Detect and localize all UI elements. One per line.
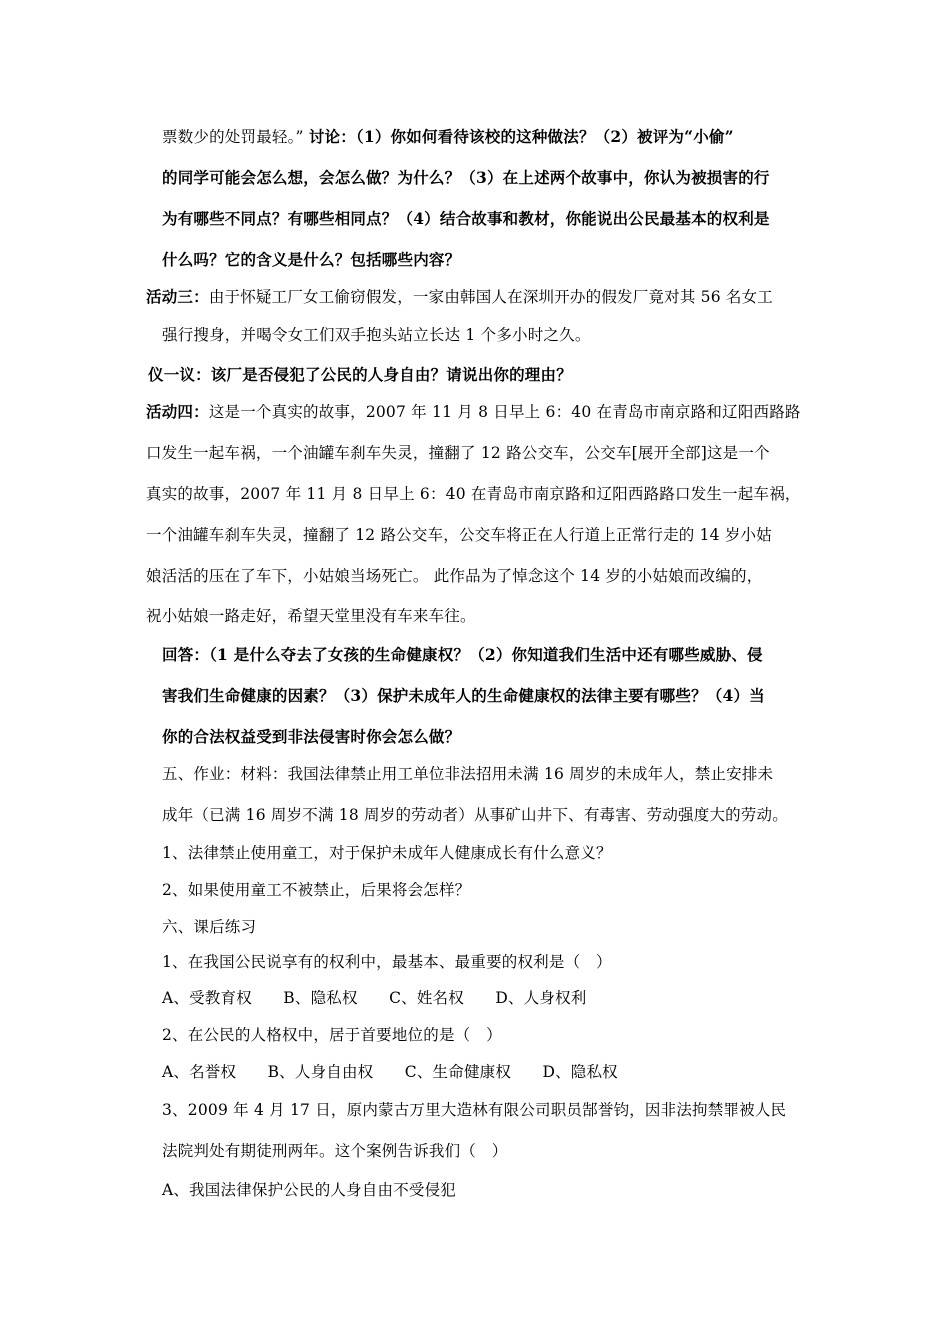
discussion-prompt: 回答：（1 是什么夺去了女孩的生命健康权？（2）你知道我们生活中还有哪些威胁、侵: [162, 645, 763, 664]
activity-label: 活动三：: [146, 287, 209, 306]
section-heading: 五、作业：材料：我国法律禁止用工单位非法招用未满 16 周岁的未成年人，禁止安排未: [162, 765, 774, 783]
question: 2、在公民的人格权中，居于首要地位的是（ ）: [162, 1026, 502, 1044]
text-run: 由于怀疑工厂女工偷窃假发，一家由韩国人在深圳开办的假发厂竟对其 56 名女工: [208, 288, 773, 306]
discussion-prompt: 仪一议：该厂是否侵犯了公民的人身自由？请说出你的理由？: [148, 365, 572, 384]
text-line: 成年（已满 16 周岁不满 18 周岁的劳动者）从事矿山井下、有毒害、劳动强度大的劳动。: [162, 806, 788, 824]
text-line: 真实的故事，2007 年 11 月 8 日早上 6：40 在青岛市南京路和辽阳西路路口发生一起车祸，: [146, 485, 801, 503]
discussion-prompt: 你的合法权益受到非法侵害时你会怎么做？: [162, 727, 461, 746]
question: 3、2009 年 4 月 17 日，原内蒙古万里大造林有限公司职员郜誉钧，因非法拘禁罪被人民: [162, 1101, 787, 1119]
text-line: 祝小姑娘一路走好，希望天堂里没有车来车往。: [146, 607, 476, 625]
discussion-prompt: 讨论：（1）你如何看待该校的这种做法？（2）被评为“小偷”: [308, 127, 734, 146]
text-line: 1、法律禁止使用童工，对于保护未成年人健康成长有什么意义？: [162, 844, 612, 862]
text-line: 口发生一起车祸，一个油罐车刹车失灵，撞翻了 12 路公交车，公交车[展开全部]这是一个: [146, 444, 770, 462]
text-run: 这是一个真实的故事，2007 年 11 月 8 日早上 6：40 在青岛市南京路和辽阳西路路: [208, 403, 801, 421]
answer-options: A、名誉权 B、人身自由权 C、生命健康权 D、隐私权: [162, 1063, 618, 1081]
discussion-prompt: 害我们生命健康的因素？（3）保护未成年人的生命健康权的法律主要有哪些？（4）当: [162, 686, 765, 705]
discussion-prompt: 什么吗？它的含义是什么？包括哪些内容？: [162, 250, 461, 269]
section-heading: 六、课后练习: [162, 918, 257, 936]
text-line: [146, 402, 801, 422]
text-line: 法院判处有期徒刑两年。这个案例告诉我们（ ）: [162, 1142, 508, 1160]
text-line: 一个油罐车刹车失灵，撞翻了 12 路公交车，公交车将正在人行道上正常行走的 14 岁小姑: [146, 526, 772, 544]
answer-options: A、受教育权 B、隐私权 C、姓名权 D、人身权利: [162, 989, 587, 1007]
text-line: [162, 127, 734, 147]
text-line: 2、如果使用童工不被禁止，后果将会怎样？: [162, 881, 471, 899]
text-line: 娘活活的压在了车下，小姑娘当场死亡。 此作品为了悼念这个 14 岁的小姑娘而改编的，: [146, 567, 763, 585]
text-line: 强行搜身，并喝令女工们双手抱头站立长达 1 个多小时之久。: [162, 326, 591, 344]
discussion-prompt: 的同学可能会怎么想，会怎么做？为什么？（3）在上述两个故事中，你认为被损害的行: [162, 168, 770, 187]
question: 1、在我国公民说享有的权利中，最基本、最重要的权利是（ ）: [162, 953, 612, 971]
discussion-prompt: 为有哪些不同点？有哪些相同点？（4）结合故事和教材，你能说出公民最基本的权利是: [162, 209, 770, 228]
answer-option: A、我国法律保护公民的人身自由不受侵犯: [162, 1181, 456, 1199]
text-line: [146, 287, 773, 307]
text-run: 票数少的处罚最轻。”: [162, 128, 309, 146]
activity-label: 活动四：: [146, 402, 209, 421]
